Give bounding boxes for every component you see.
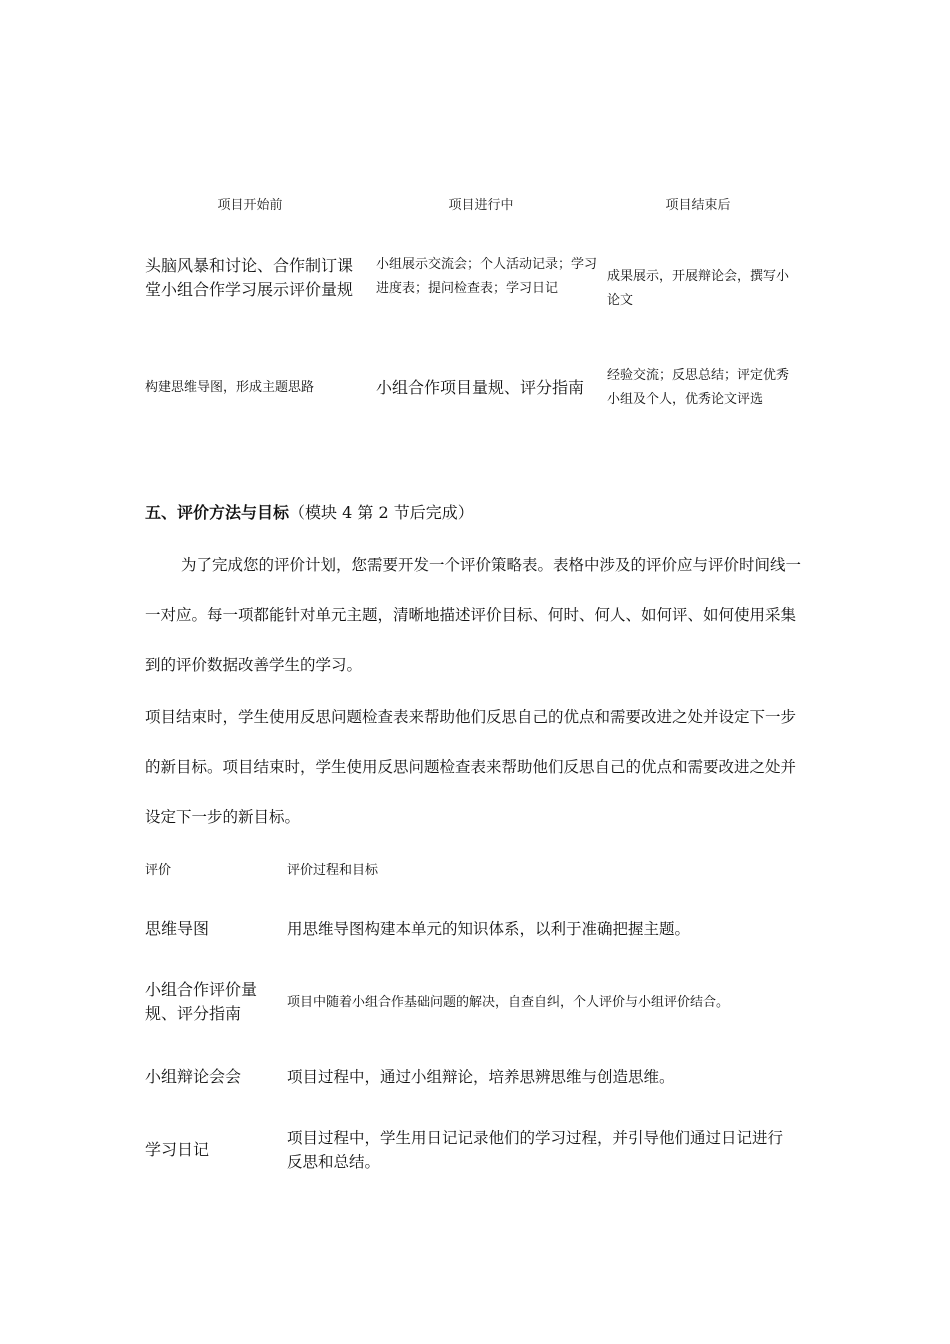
timeline-cell-before-1: 头脑风暴和讨论、合作制订课堂小组合作学习展示评价量规 bbox=[145, 256, 354, 299]
timeline-header-after: 项目结束后 bbox=[665, 198, 731, 213]
eval-row-desc: 项目过程中，通过小组辩论，培养思辨思维与创造思维。 bbox=[287, 1068, 675, 1086]
timeline-header-during: 项目进行中 bbox=[448, 198, 514, 213]
section-heading bbox=[145, 500, 474, 523]
intro-paragraph: 为了完成您的评价计划，您需要开发一个评价策略表。表格中涉及的评价应与评价时间线一一对应。每一项都能针对单元主题，清晰地描述评价目标、何时、何人、如何评、如何使用采集到的评价数据改善学生的学习。 bbox=[145, 556, 802, 674]
eval-row-label: 思维导图 bbox=[145, 919, 210, 938]
timeline-cell-during-2: 小组合作项目量规、评分指南 bbox=[376, 378, 585, 397]
eval-header-process: 评价过程和目标 bbox=[287, 863, 379, 878]
timeline-cell-after-2: 经验交流；反思总结；评定优秀小组及个人，优秀论文评选 bbox=[607, 368, 790, 407]
eval-row-label: 小组辩论会会 bbox=[145, 1067, 242, 1086]
eval-row-desc: 项目中随着小组合作基础问题的解决，自查自纠，个人评价与小组评价结合。 bbox=[287, 995, 730, 1010]
eval-row-label: 小组合作评价量规、评分指南 bbox=[145, 980, 258, 1023]
timeline-header-before: 项目开始前 bbox=[217, 198, 283, 213]
section-heading-note: （模块 4 第 2 节后完成） bbox=[289, 503, 474, 522]
eval-header-assessment: 评价 bbox=[145, 863, 172, 878]
eval-row-desc: 项目过程中，学生用日记记录他们的学习过程，并引导他们通过日记进行反思和总结。 bbox=[287, 1129, 784, 1171]
eval-row-label: 学习日记 bbox=[145, 1140, 210, 1159]
timeline-cell-during-1: 小组展示交流会；个人活动记录；学习进度表；提问检查表；学习日记 bbox=[376, 257, 598, 296]
section-heading-title: 五、评价方法与目标 bbox=[145, 503, 290, 522]
eval-row-desc: 用思维导图构建本单元的知识体系，以利于准确把握主题。 bbox=[287, 920, 691, 938]
timeline-cell-after-1: 成果展示，开展辩论会，撰写小论文 bbox=[607, 269, 790, 308]
reflection-paragraph: 项目结束时，学生使用反思问题检查表来帮助他们反思自己的优点和需要改进之处并设定下一步的新目标。项目结束时，学生使用反思问题检查表来帮助他们反思自己的优点和需要改进之处并设定下一步的新目标。 bbox=[145, 708, 797, 826]
timeline-cell-before-2: 构建思维导图，形成主题思路 bbox=[145, 380, 315, 395]
